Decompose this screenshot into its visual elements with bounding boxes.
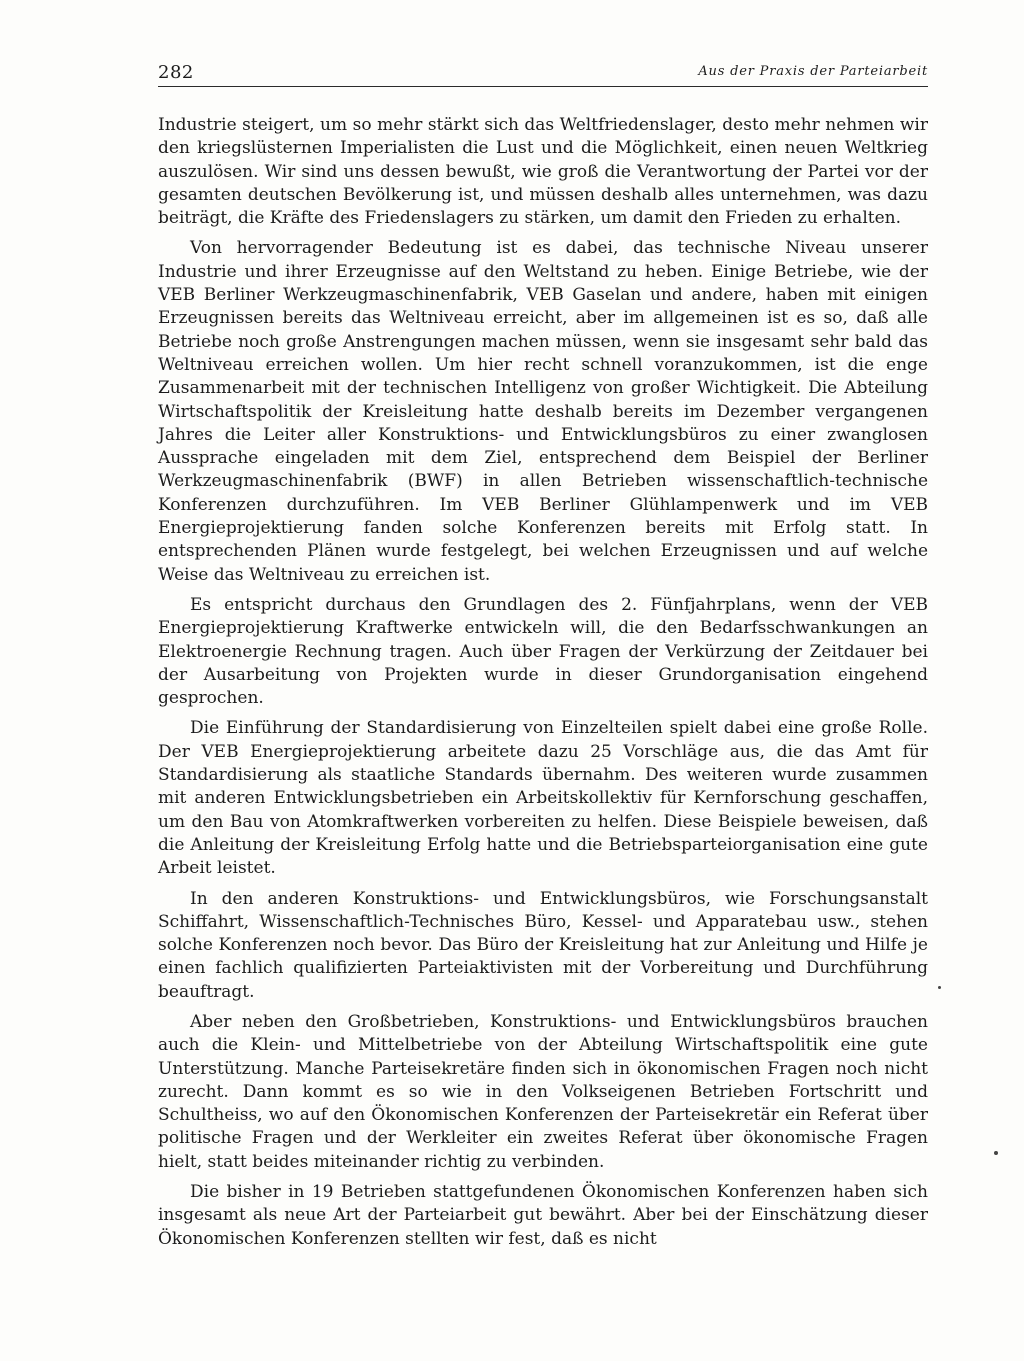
paragraph-3: Es entspricht durchaus den Grundlagen des 2. Fünfjahrplans, wenn der VEB Energieprojektierung Kraftwerke entwickeln will, die den Bedarfsschwankungen an Elektroenergie Rechnung tragen. Auch über Fragen der Verkürzung der Zeitdauer bei der Ausarbeitung von Projekten wurde in dieser Grundorganisation eingehend gesprochen. [158, 594, 928, 709]
paragraph-5: In den anderen Konstruktions- und Entwicklungsbüros, wie Forschungsanstalt Schiffahrt, Wissenschaftlich-Technisches Büro, Kessel- und Apparatebau usw., stehen solche Konferenzen noch bevor. Das Büro der Kreisleitung hat zur Anleitung und Hilfe je einen fachlich qualifizierten Parteiaktivisten mit der Vorbereitung und Durchführung beauftragt. [158, 888, 928, 1002]
page-number: 282 [158, 62, 194, 83]
running-title: Aus der Praxis der Parteiarbeit [698, 64, 928, 79]
margin-speck [994, 1151, 998, 1155]
paragraph-4: Die Einführung der Standardisierung von Einzelteilen spielt dabei eine große Rolle. Der VEB Energieprojektierung arbeitete dazu 25 Vorschläge aus, die das Amt für Standardisierung als staatliche Standards übernahm. Des weiteren wurde zusammen mit anderen Entwicklungsbetrieben ein Arbeitskollektiv für Kernforschung geschaffen, um den Bau von Atomkraftwerken vorbereiten zu helfen. Diese Beispiele beweisen, daß die Anleitung der Kreisleitung Erfolg hatte und die Betriebsparteiorganisation eine gute Arbeit leistet. [158, 718, 928, 879]
paragraph-6: Aber neben den Großbetrieben, Konstruktions- und Entwicklungsbüros brauchen auch die Klein- und Mittelbetriebe von der Abteilung Wirtschaftspolitik eine gute Unterstützung. Manche Parteisekretäre finden sich in ökonomischen Fragen noch nicht zurecht. Dann kommt es so wie in den Volkseigenen Betrieben Fortschritt und Schultheiss, wo auf den Ökonomischen Konferenzen der Parteisekretär ein Referat über politische Fragen und der Werkleiter ein zweites Referat über ökonomische Fragen hielt, statt beides miteinander richtig zu verbinden. [158, 1011, 928, 1172]
paragraph-7: Die bisher in 19 Betrieben stattgefundenen Ökonomischen Konferenzen haben sich insgesamt als neue Art der Parteiarbeit gut bewährt. Aber bei der Einschätzung dieser Ökonomischen Konferenzen stellten wir fest, daß es nicht [158, 1182, 928, 1249]
page-header [158, 62, 928, 87]
paragraph-2: Von hervorragender Bedeutung ist es dabei, das technische Niveau unserer Industrie und ihrer Erzeugnisse auf den Weltstand zu heben. Einige Betriebe, wie der VEB Berliner Werkzeugmaschinenfabrik, VEB Gaselan und andere, haben mit einigen Erzeugnissen bereits das Weltniveau erreicht, aber im allgemeinen ist es so, daß alle Betriebe noch große Anstrengungen machen müssen, wenn sie insgesamt sehr bald das Weltniveau erreichen wollen. Um hier recht schnell voranzukommen, ist die enge Zusammenarbeit mit der technischen Intelligenz von großer Wichtigkeit. Die Abteilung Wirtschaftspolitik der Kreisleitung hatte deshalb bereits im Dezember vergangenen Jahres die Leiter aller Konstruktions- und Entwicklungsbüros zu einer zwanglosen Aussprache eingeladen mit dem Ziel, entsprechend dem Beispiel der Berliner Werkzeugmaschinenfabrik (BWF) in allen Betrieben wissenschaftlich-technische Konferenzen durchzuführen. Im VEB Berliner Glühlampenwerk und im VEB Energieprojektierung fanden solche Konferenzen bereits mit Erfolg statt. In entsprechenden Plänen wurde festgelegt, bei welchen Erzeugnissen und auf welche Weise das Weltniveau zu erreichen ist. [158, 238, 928, 585]
paragraph-1: Industrie steigert, um so mehr stärkt sich das Weltfriedenslager, desto mehr nehmen wir den kriegslüsternen Imperialisten die Lust und die Möglichkeit, einen neuen Weltkrieg auszulösen. Wir sind uns dessen bewußt, wie groß die Verantwortung der Partei vor der gesamten deutschen Bevölkerung ist, und müssen deshalb alles unternehmen, was dazu beiträgt, die Kräfte des Friedenslagers zu stärken, um damit den Frieden zu erhalten. [158, 115, 928, 229]
margin-speck [938, 986, 941, 989]
body-text [158, 114, 928, 1258]
